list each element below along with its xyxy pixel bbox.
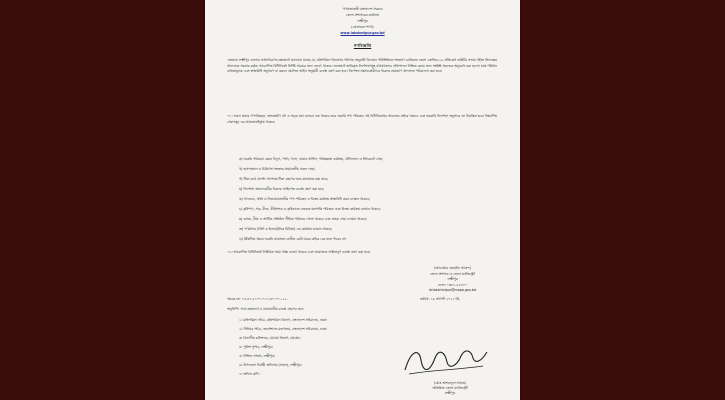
left-backdrop [0, 0, 205, 400]
memo-number: স্মারক নং: ০৫.৪৭.৫১০০.০১০.৩০.০০১.২১- [227, 297, 288, 301]
signatory-place: লক্ষ্মীপুর [447, 277, 458, 282]
copy-intro: অনুলিপি: সদয় জ্ঞাতার্থে ও প্রয়োজনীয় ব্যবস্থা গ্রহণের জন্য [227, 307, 304, 311]
memo-date: তারিখ: ১৯ আগস্ট ২০২১ খ্রি. [420, 297, 460, 301]
copy-item: ৭। অফিস কপি। [239, 372, 260, 376]
header-office: জেলা প্রশাসকের কার্যালয় [345, 13, 380, 17]
header-district: লক্ষ্মীপুর [357, 19, 368, 23]
list-item: জ) গণমাধ্যম (প্রিন্ট ও ইলেকট্রনিক মিডিয়া) এর কার্যক্রম চলমান থাকবে; [239, 227, 333, 231]
signatory-email: dclakshmipur@mopa.gov.bd [429, 288, 476, 293]
copy-item: ১। মন্ত্রিপরিষদ সচিব, মন্ত্রিপরিষদ বিভাগ, বাংলাদেশ সচিবালয়, ঢাকা। [239, 318, 328, 322]
right-backdrop [520, 0, 725, 400]
body-paragraph-2: ০১। সকল প্রকার গণপরিবহন, অভ্যন্তরীণ নৌ ও সড়ক যান চলাচল বন্ধ থাকবে তবে জরুরি পণ্য পরিবহন এই বিধিনিষেধের আওতার বাইরে থাকবে এবং সরকারি নির্দেশনা অনুসারে তা নিয়ন্ত্রিত হবে। নিম্নবর্ণিত সেবাসমূহ এর আওতাবহির্ভূত থাকবে: [227, 114, 497, 124]
copy-item: ৫। সিভিল সার্জন, লক্ষ্মীপুর। [239, 354, 276, 358]
list-item: খ) হাসপাতাল ও চিকিৎসা সংক্রান্ত প্রয়োজনীয় সকল সেবা; [239, 167, 316, 171]
signatory-role: জেলা প্রশাসক ও জেলা ম্যাজিস্ট্রেট [429, 271, 476, 276]
copy-item: ২। সিনিয়র সচিব, জনপ্রশাসন মন্ত্রণালয়, বাংলাদেশ সচিবালয়, ঢাকা। [239, 327, 328, 331]
list-item: চ) কৃষিপণ্য, সার, বীজ, কীটনাশক ও কৃষিকাজে ব্যবহৃত যন্ত্রপাতি পরিবহন এবং বিক্রয় কার্যক্রম চলমান থাকবে; [239, 207, 381, 211]
copy-item: ৬। উপজেলা নির্বাহী অফিসার (সকল), লক্ষ্মীপুর। [239, 363, 302, 367]
document-page [205, 0, 520, 400]
body-paragraph-1: এতদ্বারা লক্ষ্মীপুর জেলার সর্বসাধারণের জ্ঞাতার্থে জানানো যাচ্ছে যে, মন্ত্রিপরিষদ বিভাগের পরিপত্র অনুযায়ী বিদ্যমান পরিস্থিতিতে সংক্রমণ রোধকল্পে জেলা কোভিড-১৯ প্রতিরোধ কমিটির সভায় গৃহীত সিদ্ধান্তের আলোকে সরকার কর্তৃক আরোপিত বিধিনিষেধ নির্দিষ্ট সময়ের জন্য বলবৎ থাকবে। জনস্বার্থে জারিকৃত নির্দেশনাসমূহ যথাযথভাবে প্রতিপালন নিশ্চিত করার জন্য সংশ্লিষ্ট সকলকে অনুরোধ করা হলো। মাস্ক পরিধান বাধ্যতামূলক এবং স্বাস্থ্যবিধি অনুসরণ না করলে প্রচলিত আইন অনুযায়ী ব্যবস্থা গ্রহণ করা হবে। নির্দেশনা অমান্যকারীদের বিরুদ্ধে ভ্রাম্যমাণ আদালত পরিচালনা করা হবে। [227, 58, 497, 74]
signature-block-2 [395, 381, 505, 396]
list-item: ঘ) নির্দেশনা অমান্যকারীর বিরুদ্ধে আইনগত ব্যবস্থা গ্রহণ করা হবে; [239, 187, 325, 191]
list-item: ছ) ব্যাংক, বীমা ও আর্থিক প্রতিষ্ঠান সীমিত পরিসরে খোলা থাকবে এবং গ্রাহক সেবা চলমান থাকবে; [239, 217, 367, 221]
list-item: ঙ) খাদ্যদ্রব্য, ঔষধ ও নিত্যপ্রয়োজনীয় পণ্য পরিবহন ও বিক্রয় কার্যক্রম স্বাস্থ্যবিধি মেনে চলমান থাকবে; [239, 197, 370, 201]
handwritten-signature [401, 340, 491, 380]
header-section: (জেনারেল শাখা) [351, 25, 374, 29]
closing-paragraph: ০২। আরোপিত বিধিনিষেধ নির্ধারিত সময় পর্যন্ত বলবৎ থাকবে এবং প্রয়োজনে আইনানুগ ব্যবস্থা গ্রহণ করা হবে। [227, 250, 371, 254]
signatory2-name: (মোঃ আশরাফুল আলম) [433, 381, 467, 385]
list-item: ক) জরুরি পরিষেবা যেমন বিদ্যুৎ, পানি, গ্যাস, ফায়ার সার্ভিস, পরিচ্ছন্নতা কার্যক্রম, টেলিফোন ও ইন্টারনেট সেবা, [239, 157, 384, 161]
signatory2-place: লক্ষ্মীপুর [444, 391, 456, 395]
signatory2-role: অতিরিক্ত জেলা ম্যাজিস্ট্রেট [432, 386, 468, 390]
copy-item: ৩। বিভাগীয় কমিশনার, চট্টগ্রাম বিভাগ, চট্টগ্রাম। [239, 336, 301, 340]
signatory-name: (আনোয়ার হোছাইন আকন্দ) [434, 266, 471, 270]
signatory-phone: ফোন: ০৩৮১-৫৫৫০০ [437, 282, 468, 287]
list-item: ঝ) উল্লিখিত সময়ে জরুরি প্রয়োজন ব্যতীত কেউ ঘরের বাইরে বের হতে পারবে না। [239, 237, 347, 241]
signature-block-1 [400, 266, 505, 294]
copy-item: ৪। পুলিশ সুপার, লক্ষ্মীপুর। [239, 345, 273, 349]
list-item: গ) টিকা কার্ড প্রদর্শন সাপেক্ষে টিকা গ্রহণের জন্য যাতায়াত করা যাবে; [239, 177, 329, 181]
document-title: গণবিজ্ঞপ্তি [353, 43, 372, 48]
header-government: গণপ্রজাতন্ত্রী বাংলাদেশ সরকার [342, 7, 383, 11]
website-link[interactable]: www.lakshmipur.gov.bd [340, 31, 385, 35]
